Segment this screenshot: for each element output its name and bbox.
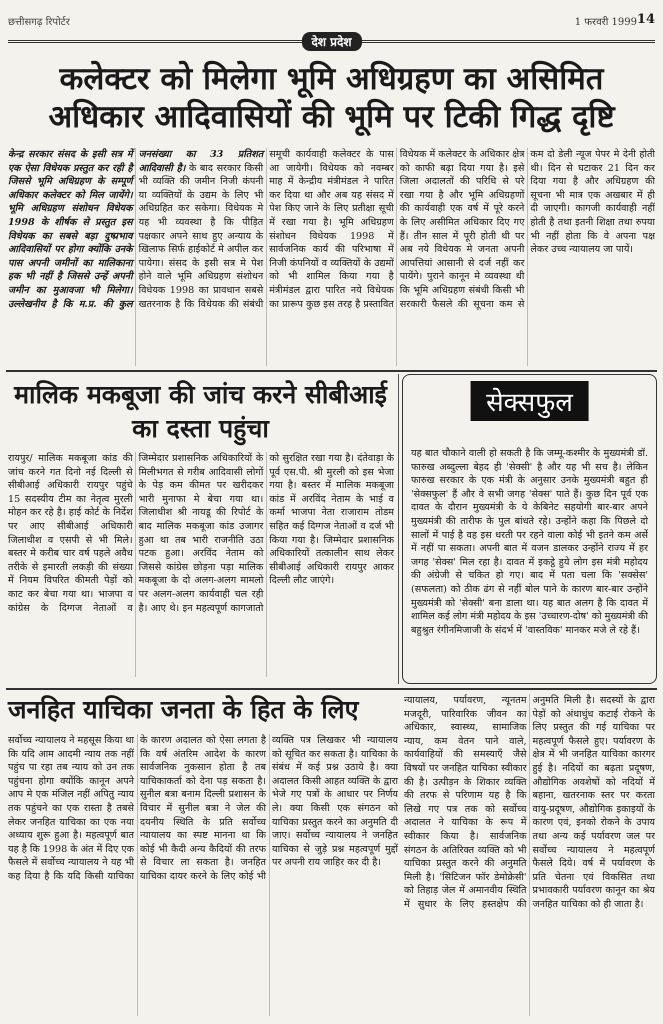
boxed-article: [402, 374, 657, 684]
boxed-article-body: यह बात चौकाने वाली हो सकती है कि जम्मू-कश्मीर के मुख्यमंत्री डॉ. फारुख अब्दुल्ला बेहद ही 'सेक्सी' है और यह भी सच है। लेकिन फारुख सरकार के एक मंत्री के अनुसार उनके मुख्यमंत्री बहुत ही 'सेक्सफुल' हैं और वे सभी जगह 'सेक्स' पाते हैं। कुछ दिन पूर्व एक दावत के दौरान मुख्यमंत्री के ये केबिनेट सहयोगी बार-बार अपने मुख्यमंत्री की तारीफ के पुल बांधते रहे। उन्होंने कहा कि पिछले दो सालों में पाई है वह इस धरती पर रहने वाला कोई भी इतने कम अर्से में नहीं पा सकता। अपनी बात में वजन डालकर उन्होंने राज्य में हर जगह 'सेक्स' मिल रहा है। दावत में इकट्ठे हुये लोग इस मंत्री महोदय की अंग्रेजी से चकित हो गए। बाद में पता चला कि 'सक्सेस' (सफलता) को ठीक ढंग से नहीं बोल पाने के कारण बार-बार उन्होंने मुख्यमंत्री को 'सेक्सी' बना डाला था। यह बात अलग है कि दावत में शामिल कई लोग मंत्री महोदय के इस 'उच्चारण-दोष' को मुख्यमंत्री की बहुश्रुत रंगीनमिजाजी के संदर्भ में 'वास्तविक' मानकर मजे ले रहे हैं।: [411, 448, 648, 636]
divider: [6, 688, 657, 690]
divider: [6, 370, 657, 372]
boxed-article-title: सेक्सफुल: [470, 381, 589, 421]
article3-body-left: सर्वोच्च न्यायालय ने महसूस किया था कि यदि आम आदमी न्याय तक नहीं पहुंच पा रहा तब न्याय को उन तक पहुंचना होगा क्योंकि कानून अपने आप मे एक मंजिल नहीं अपितु न्याय तक पहुंचने का एक रास्ता है तबसे लेकर जनहित याचिका का एक नया अध्याय शुरू हुआ है। महत्वपूर्ण बात यह है कि 1998 के अंत में दिए एक फैसले में सर्वोच्च न्यायालय ने यह भी कह दिया है कि यदि किसी याचिका के कारण अदालत को ऐसा लगता है कि वर्ष अंतरिम आदेश के कारण सार्वजनिक नुकसान होता है तब याचिकाकर्ता को देना पड़ सकता है। सुनील बत्रा बनाम दिल्ली प्रशासन के विचार में सुनील बत्रा ने जेल की दयनीय स्थिति के प्रति सर्वोच्च न्यायालय का स्पष्ट मानना था कि कोई भी कैदी अन्य कैदियों की तरफ से विचार ला सकता है। जनहित याचिका दायर करने के लिए कोई भी व्यक्ति पत्र लिखकर भी न्यायालय को सूचित कर सकता है। याचिका के संबंध में कई प्रश्न उठाये है। क्या अदालत किसी आहत व्यक्ति के द्वारा भेजे गए पत्रों के आधार पर निर्णय ले। क्या किसी एक संगठन को याचिका प्रस्तुत करने का अनुमति दी जाए। सर्वोच्च न्यायालय ने जनहित याचिका से जुड़े प्रश्न महत्वपूर्ण मुद्दों पर अपनी राय जाहिर कर दी है।: [8, 735, 398, 882]
article1-body: [8, 148, 655, 366]
issue-date: 1 फरवरी 1999: [574, 17, 637, 28]
article2-body: रायपुर/ मालिक मकबूजा कांड की जांच करने गत दिनो नई दिल्ली से सीबीआई अधिकारी रायपुर पहुंचे 15 सदस्यीय टीम का नेतृत्व मुरली मोहन कर रहे है। हाई कोर्ट के निर्देश पर आए सीबीआई अधिकारी जिलाधीश व एसपी से भी मिले। बस्तर मे करीब चार वर्ष पहले अवैध तरीके से इमारती लकड़ी की संख्या में नियम विपरित कीमती पेड़ों को काट कर बेचा गया था। भाजपा व कांग्रेस के दिग्गज नेताओं व जिम्मेदार प्रशासनिक अधिकारियों के मिलीभगत से गरीब आदिवासी लोगों के पेड़ कम कीमत पर खरीदकर भारी मुनाफा मे बेचा गया था। जिलाधीश श्री नायडू की रिपोर्ट के बाद मालिक मकबूजा कांड उजागर हुआ था तब भारी राजनीति उठा पटक हुआ। अरविंद नेताम को जिससे कांग्रेस छोड़ना पड़ा मालिक मकबूजा के दो अलग-अलग मामलो पर अलग-अलग कार्यवाही चल रही है। आए थे। इन महत्वपूर्ण कागजातो को सुरक्षित रखा गया है। दंतेवाड़ा के पूर्व एस.पी. श्री मुरली को इस भेजा गया है। बस्तर में मालिक मकबूजा कांड में अरविंद नेताम के भाई व कर्मा भाजपा नेता राजाराम तोडम सहित कई दिग्गज नेताओं व दर्ज भी किया गया है। जिम्मेदार प्रशासनिक अधिकारियों तत्कालीन साथ लेकर सीबीआई अधिकारी रायपुर आकर दिल्ली लौट जाएंगे।: [8, 453, 394, 614]
article3-body-right: न्यायालय, पर्यावरण, न्यूनतम मजदूरी, पारिवारिक जीवन का अधिकार, स्वास्थ्य, सामाजिक न्याय, कम वेतन पाने वाले, कार्यवाहियों की समस्याएँ जैसे विषयों पर जनहित याचिका स्वीकार की है। उत्पीड़न के शिकार व्यक्ति की तरफ से परिणाम यह है कि लिखे गए पत्र तक को सर्वोच्च अदालत ने याचिका के रूप में स्वीकार किया है। सार्वजनिक संगठन के अतिरिक्त व्यक्ति को भी याचिका प्रस्तुत करने की अनुमति मिली है। 'सिटिजन फॉर डेमोक्रेसी' को तिहाड़ जेल में अमानवीय स्थिति में सुधार के लिए हस्तक्षेप की अनुमति मिली है। सदस्यों के द्वारा पेड़ों को अंधाधुंध कटाई रोकने के लिए प्रस्तुत की गई याचिका पर महत्वपूर्ण फैसले हुए। पर्यावरण के क्षेत्र में भी जनहित याचिका कारगर हुई है। नदियों का बढ़ता प्रदूषण, औद्योगिक अवशेषों को नदियों में बहाना, खतरनाक स्तर पर करता वायु-प्रदूषण, औद्योगिक इकाइयों के कारण एवं, इनको रोकने के उपाय तथा अन्य कई पर्यावरण जल पर सर्वोच्च न्यायालय ने महत्वपूर्ण फैसले दिये। वर्ष में पर्यावरण के प्रति चेतना एवं विकसित तथा प्रभावकारी पर्यावरण कानून का श्रेय जनहित याचिका को ही जाता है।: [404, 695, 655, 910]
article3-headline: जनहित याचिका जनता के हित के लिए: [8, 695, 359, 724]
masthead: [8, 14, 655, 54]
article1-headline: कलेक्टर को मिलेगा भूमि अधिग्रहण का असिमित अधिकार आदिवासियों की भूमि पर टिकी गिद्ध दृष्टि: [48, 61, 615, 135]
page-number: 14: [636, 12, 655, 27]
newspaper-name: छत्तीसगढ़ रिपोर्टर: [8, 17, 70, 28]
article2-headline: मालिक मकबूजा की जांच करने सीबीआई का दस्ता पहुंचा: [14, 380, 387, 443]
article1-intro: केन्द्र सरकार संसद के इसी सत्र में एक ऐसा विधेयक प्रस्तुत कर रही है जिससे भूमि अधिग्रहण के सम्पूर्ण अधिकार कलेक्टर को मिल जायेंगे। भूमि अधिग्रहण संशोधन विधेयक 1998 के शीर्षक से प्रस्तुत इस विधेयक का सबसे बड़ा दुष्प्रभाव आदिवासियों पर होगा क्योंकि उनके पास अपनी जमीनों का मालिकाना हक भी नहीं है जिससे उन्हें अपनी जमीन का मुआवजा भी मिलेगा। उल्लेखनीय है कि म.प्र. की कुल जनसंख्या का 33 प्रतिशत आदिवासी है।: [8, 149, 264, 310]
column-divider: [398, 374, 399, 684]
article1-text: के बाद सरकार किसी भी व्यक्ति की जमीन निजी कंपनी या व्यक्तियों के उद्यम के लिए भी अधिग्रहित कर सकेगा। विधेयक मे यह भी व्यवस्था है कि पीड़ित पक्षकार अपने साथ हुए अन्याय के खिलाफ सिर्फ हाईकोर्ट मे अपील कर पायेगा। संसद के इसी सत्र मे पेश होने वाले भूमि अधिग्रहण संशोधन विधेयक 1998 का प्रावधान सबसे खतरनाक है कि विधेयक की संबंधी समूची कार्यवाही कलेक्टर के पास आ जायेगी। विधेयक को नवम्बर माह में केन्द्रीय मंत्रीमंडल ने पारित कर दिया था और अब यह संसद में पेश किए जाने के लिए प्रतीक्षा सूची में रखा गया है। भूमि अधिग्रहण संशोधन विधेयक 1998 में सार्वजनिक कार्य की परिभाषा में निजी कंपनियों व व्यक्तियों के उद्यमों को भी शामिल किया गया है मंत्रीमंडल द्वारा पारित नये विधेयक का प्रारूप कुछ इस तरह है प्रस्तावित विधेयक में कलेक्टर के अधिकार क्षेत्र को काफी बढ़ा दिया गया है। इसे जिला अदालतों की परिधि से परे रखा गया है और भूमि अधिग्रहणों की कार्यवाही एक वर्ष में पूरे करने के लिए असीमित अधिकार दिए गए हैं। तीन साल में पूरी होती थी पर अब नये विधेयक मे जनता अपनी आपत्तियां आसानी से दर्ज नहीं कर पायेंगे। पुराने कानून मे व्यवस्था थी कि भूमि अधिग्रहण संबंधी किसी भी सरकारी फैसले की सूचना कम से कम दो डेली न्यूज पेपर मे देनी होती थी। दिन से घटाकर 21 दिन कर दिया गया है और अधिग्रहण की सूचना भी मात्र एक अखबार में ही दी जाएगी। कागजी कार्यवाही नहीं होती है तथा इतनी शिक्षा तथा रुपया भी नहीं होता कि वे अपना पक्ष लेकर उच्च न्यायालय जा पायें।: [138, 149, 655, 310]
section-label: देश प्रदेश: [301, 32, 361, 51]
